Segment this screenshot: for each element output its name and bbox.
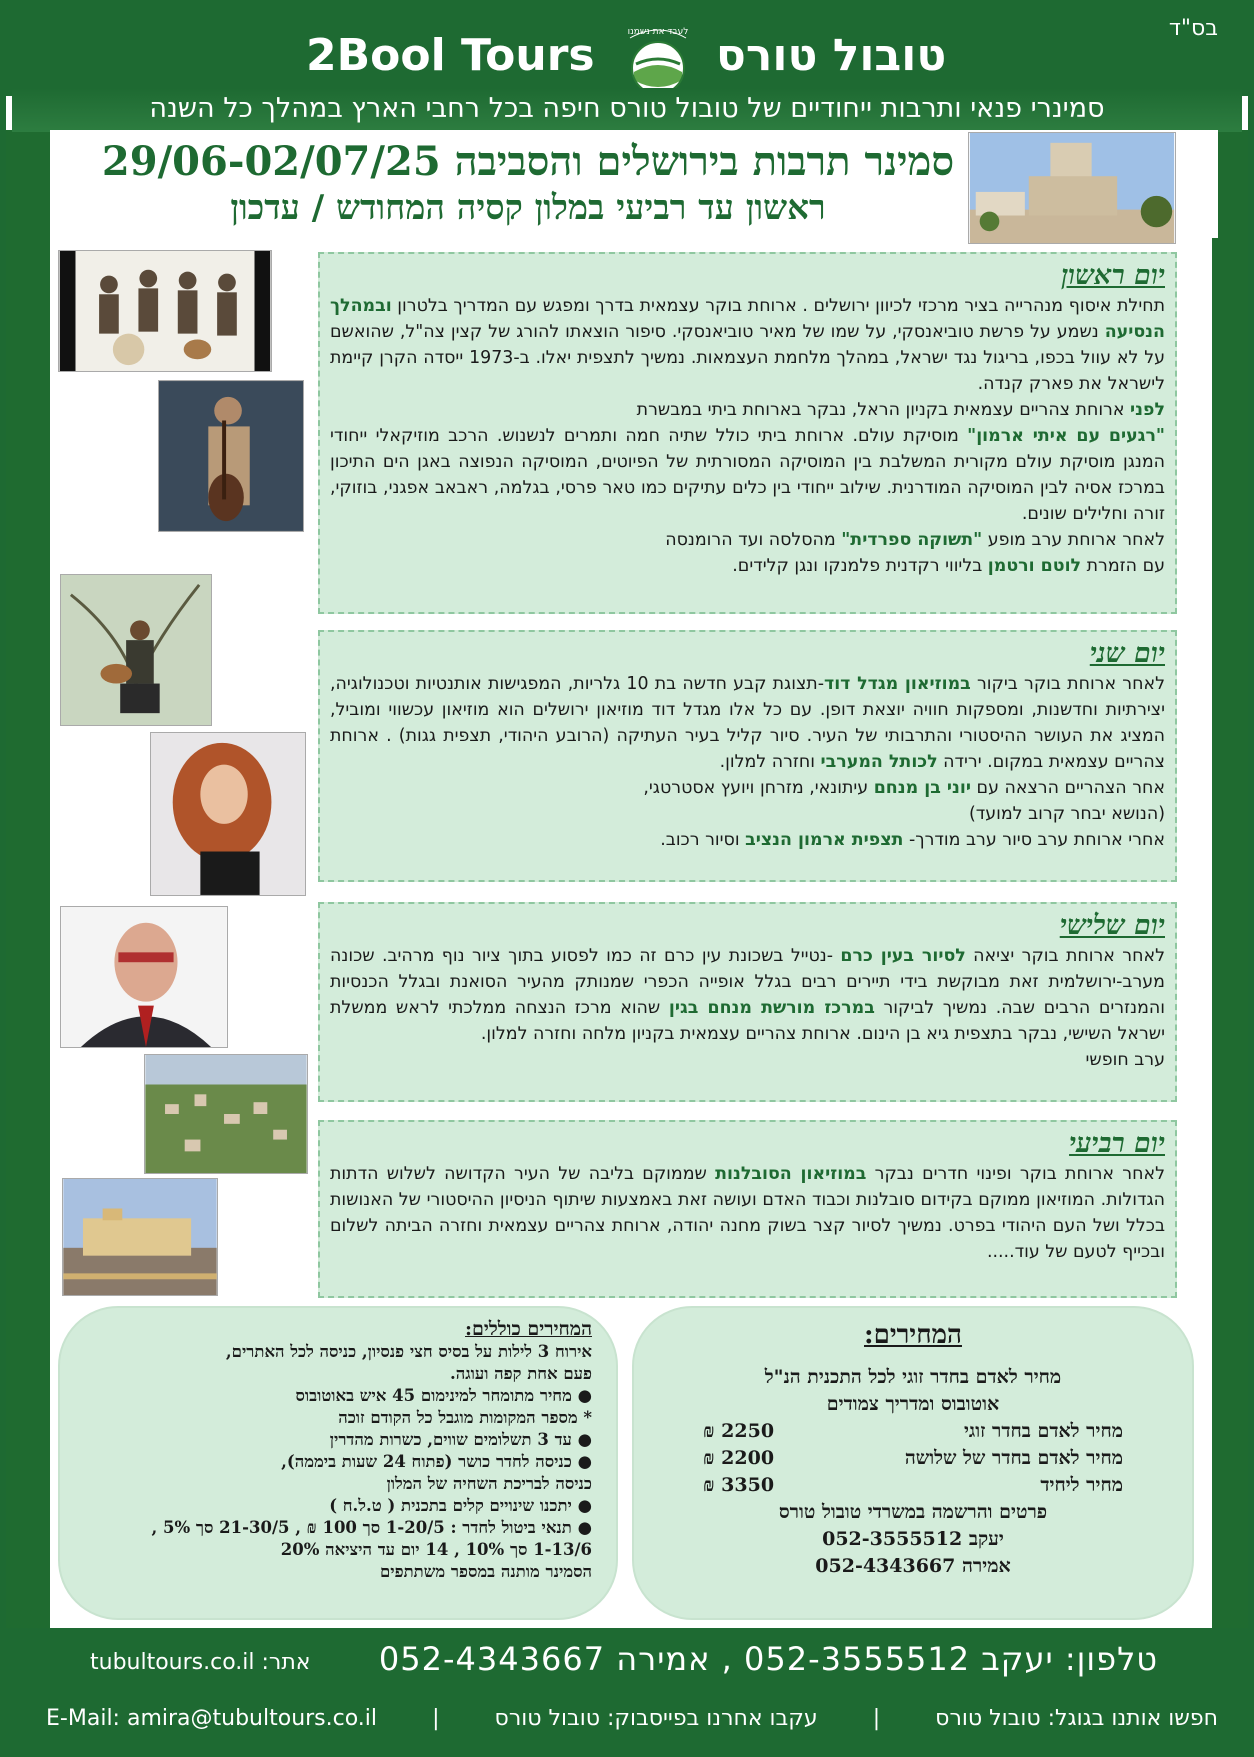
logo-hebrew-text: טובול טורס: [716, 30, 947, 81]
guitarist-tree-photo: [60, 574, 212, 726]
price-value: 2200 ₪: [703, 1447, 775, 1469]
day-2-text-c: וחזרה למלון. אחר הצהריים הרצאה עם: [719, 752, 1165, 798]
price-value: 2250 ₪: [703, 1420, 775, 1442]
day-4-text-b: שממוקם בליבה של העיר הקדושה לשלוש הדתות הגדולות. המוזיאון ממוקם בקידום סובלנות וכבוד האדם ועושה זאת באמצעות שיתוף הניסיון ההיסטורי של האנושות בכלל ושל העם היהודי בפרט. נמשיך לסיור קצר בשוק מחנה יהודה, ארוחת צהריים עצמאית וחזרה הביתה לשלום ובכייף לטעם של עוד.....: [330, 1164, 1165, 1262]
include-item: ● כניסה לחדר כושר (פתוח 24 שעות ביממה), כניסה לבריכת השחיה של המלון: [281, 1452, 592, 1493]
day-4-highlight-a: במוזיאון הסובלנות: [715, 1164, 867, 1184]
footer-social: [46, 1706, 1218, 1731]
day-3-box: [318, 902, 1177, 1102]
oud-player-photo: [158, 380, 304, 532]
include-item: ● יתכנו שינויים קלים בתכנית ( ט.ל.ח ): [329, 1496, 592, 1515]
day-4-heading: יום רביעי: [1069, 1128, 1165, 1159]
logo-motto: לעבד את נשמנו: [627, 27, 689, 37]
include-item: אירוח 3 לילות על בסיס חצי פנסיון, כניסה לכל האתרים, פעם אחת קפה ועוגה.: [225, 1342, 592, 1383]
price-value: 3350 ₪: [703, 1474, 775, 1496]
separator: |: [872, 1706, 881, 1731]
separator: |: [432, 1706, 440, 1731]
prices-title: המחירים:: [864, 1320, 962, 1350]
ein-karem-photo: [144, 1054, 308, 1174]
day-1-text-d: מוסיקת עולם. ארוחת ביתי כולל שתיה חמה ותמרים לנשנוש. הרכב מוזיקאלי ייחודי המנגן מוסיקת עולם מקורית המשלבת בין המוסיקה המסורתית של הפיוטים, המוסיקה הנפוצה באגן הים התיכון במרכז אסיה לבין המוסיקה המודרנית. שילוב ייחודי בין כלים עתיקים כמו טאר פרסי, בגלמה, ראבאב אפגני, בוזוקי, זורה וחלילים שונים. לאחר ארוחת ערב מופע: [330, 426, 1165, 550]
prices-intro-1: מחיר לאדם בחדר זוגי לכל התכנית הנ"ל: [764, 1366, 1062, 1388]
header-banner: [6, 6, 1248, 96]
day-2-heading: יום שני: [1089, 638, 1165, 669]
tagline: סמינרי פנאי ותרבות ייחודיים של טובול טורס חיפה בכל רחבי הארץ במהלך כל השנה: [12, 88, 1242, 132]
musicians-photo: [58, 250, 272, 372]
footer-phones: טלפון: יעקב 052-3555512 , אמירה 052-4343667: [378, 1640, 1158, 1678]
tolerance-museum-photo: [62, 1178, 218, 1296]
right-border-strip: [1212, 130, 1248, 1630]
day-2-box: [318, 630, 1177, 882]
price-row-single: [703, 1472, 1123, 1499]
prices-intro-2: אוטובוס ומדריך צמודים: [826, 1393, 1000, 1415]
day-1-text-c: ארוחת צהריים עצמאית בקניון הראל, נבקר בארוחת ביתי במבשרת: [636, 400, 1125, 420]
day-2-text-a: לאחר ארוחת בוקר ביקור: [970, 674, 1165, 694]
day-2-highlight-b: לכותל המערבי: [820, 752, 938, 772]
left-border-strip: [6, 130, 50, 1630]
day-2-highlight-a: במוזיאון מגדל דוד: [823, 674, 971, 694]
day-4-box: [318, 1120, 1177, 1298]
day-2-text: [330, 671, 1165, 853]
include-item: ● תנאי ביטול לחדר : 1-20/5 סך 100 ₪ , 21-30/5 סך 5% , 1-13/6 סך 10% , 14 יום עד היציאה 20%: [151, 1518, 592, 1559]
price-label: מחיר ליחיד: [1040, 1474, 1123, 1496]
day-1-box: [318, 252, 1177, 614]
day-3-text-a: לאחר ארוחת בוקר יציאה: [965, 946, 1165, 966]
seminar-title: סמינר תרבות בירושלים והסביבה 29/06-02/07/25: [101, 138, 955, 185]
include-item: * מספר המקומות מוגבל כל הקודם זוכה: [338, 1408, 592, 1427]
facebook-text: עקבו אחרנו בפייסבוק: טובול טורס: [494, 1706, 818, 1731]
contact-yaakov: יעקב 052-3555512: [822, 1528, 1004, 1550]
day-3-text: [330, 943, 1165, 1073]
seminar-subtitle: ראשון עד רביעי במלון קסיה המחודש / עדכון: [230, 188, 826, 228]
lecturer-portrait-photo: [60, 906, 228, 1048]
hotel-photo: [968, 132, 1176, 244]
day-3-text-b: -נטייל בשכונת עין כרם זה כמו לפסוע בתוך ציור נוף מרהיב. שכונה מערב-ירושלמית זאת מבוקשת בידי תיירים רבים בגלל אופייה הכפרי שמנותק מהעיר הסואנת ובגלל הכנסיות והמנזרים הרבים שבה. נמשיך לביקור: [330, 946, 1165, 1018]
includes-title: המחירים כוללים:: [465, 1318, 592, 1340]
bsd-mark: בס"ד: [1168, 16, 1218, 41]
day-2-text-d: עיתונאי, מזרחן ויועץ אסטרטגי, (הנושא יבחר קרוב למועד) אחרי ארוחת ערב סיור ערב מודרך-: [643, 778, 1165, 850]
email-link[interactable]: E-Mail: amira@tubultours.co.il: [46, 1706, 378, 1731]
day-1-highlight-b: לפני: [1130, 400, 1165, 420]
day-1-text-a: תחילת איסוף מנהרייה בציר מרכזי לכיוון ירושלים . ארוחת בוקר עצמאית בדרך ומפגש עם המדריך בלטרון: [391, 296, 1165, 316]
day-1-highlight-d: "תשוקה ספרדית": [841, 530, 983, 550]
day-2-highlight-c: יוני בן מנחם: [873, 778, 971, 798]
singer-portrait-photo: [150, 732, 306, 896]
contact-amira: אמירה 052-4343667: [815, 1555, 1011, 1577]
day-3-heading: יום שלישי: [1059, 910, 1165, 941]
footer-banner: [6, 1628, 1248, 1751]
day-3-text-c: שהוא מרכז הנצחה ממלכתי לראש ממשלת ישראל השישי, נבקר בתצפית גיא בן הינום. ארוחת צהריים עצמאית בקניון מלחה וחזרה למלון. ערב חופשי: [330, 998, 1165, 1070]
footer-website: [90, 1650, 311, 1675]
day-3-highlight-a: לסיור בעין כרם: [840, 946, 966, 966]
day-2-text-b: -תצוגת קבע חדשה בת 10 גלריות, המפגישות אותנטיות וטכנולוגיה, יצירתיות וחדשנות, ומספקות חוויה יוצאת דופן. עם כל אלו מגדל דוד מוזיאון ירושלים הוא מוזיאון עכשווי ומוביל, המציג את העושר ההיסטורי והתרבותי של העיר. סיור קליל בעיר העתיקה (הרובע היהודי, תצפית גגות) . ארוחת צהריים עצמאית במקום. ירידה: [330, 674, 1165, 772]
contact-title: פרטים והרשמה במשרדי טובול טורס: [778, 1501, 1048, 1523]
day-1-highlight-a: ובמהלך הנסיעה: [330, 296, 1165, 342]
google-search-text: חפשו אותנו בגוגל: טובול טורס: [935, 1706, 1218, 1731]
logo-latin-text: 2Bool Tours: [306, 30, 595, 81]
day-1-highlight-c: "רגעים עם איתי ארמון": [967, 426, 1165, 446]
website-label: אתר:: [261, 1650, 311, 1675]
website-link[interactable]: tubultours.co.il: [90, 1650, 255, 1675]
include-item: ● עד 3 תשלומים שווים, כשרות מהדרין: [329, 1430, 592, 1449]
day-3-highlight-b: במרכז מורשת מנחם בגין: [668, 998, 875, 1018]
price-row-double: [703, 1418, 1123, 1445]
day-4-text-a: לאחר ארוחת בוקר ופינוי חדרים נבקר: [866, 1164, 1165, 1184]
day-1-highlight-e: לוטם ורטמן: [987, 556, 1082, 576]
price-label: מחיר לאדם בחדר של שלושה: [904, 1447, 1123, 1469]
day-1-heading: יום ראשון: [1061, 260, 1165, 291]
include-item: ● מחיר מתומחר למינימום 45 איש באוטובוס: [295, 1386, 592, 1405]
include-item: הסמינר מותנה במספר משתתפים: [380, 1562, 592, 1581]
day-2-text-e: וסיור רכוב.: [660, 830, 746, 850]
price-row-triple: [703, 1445, 1123, 1472]
includes-box: [58, 1306, 618, 1620]
prices-box: [632, 1306, 1194, 1620]
day-1-text-b: נשמע על פרשת טוביאנסקי, על שמו של מאיר טוביאנסקי. סיפור הוצאתו להורג של קצין צה"ל, שהואשם על לא עוול בכפו, בריגול נגד ישראל, במהלך מלחמת העצמאות. נמשיך לתצפית יאלו. ב-1973 ייסדה הקרן קיימת לישראל את פארק קנדה.: [330, 322, 1165, 394]
day-2-highlight-d: תצפית ארמון הנציב: [745, 830, 904, 850]
day-4-text: [330, 1161, 1165, 1265]
day-1-text-f: בליווי רקדנית פלמנקו ונגן קלידים.: [732, 556, 988, 576]
price-label: מחיר לאדם בחדר זוגי: [963, 1420, 1123, 1442]
day-1-text-e: מהסלסה ועד הרומנסה עם הזמרת: [665, 530, 1165, 576]
day-1-text: [330, 293, 1165, 579]
